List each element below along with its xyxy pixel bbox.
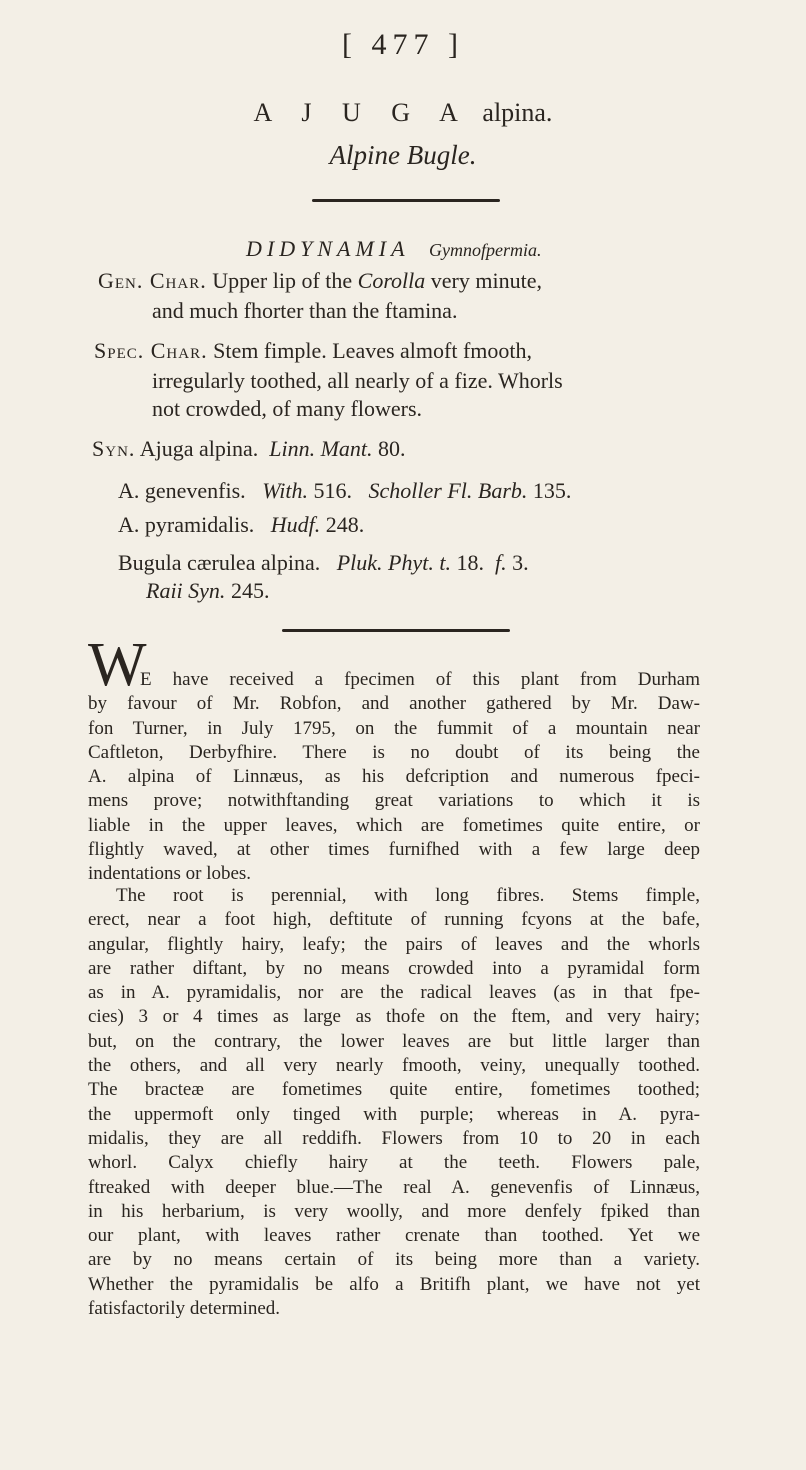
body-line: the uppermoft only tinged with purple; whereas in A. pyra- [88,1103,700,1125]
body-line: Whether the pyramidalis be alfo a Britifh plant, we have not yet [88,1273,700,1295]
syn-num: 18. [456,550,484,575]
syn-num: 516. [313,478,353,503]
body-line: E have received a fpecimen of this plant from Durham [140,669,700,690]
syn-num: 135. [532,478,572,503]
gen-char-text-end: very minute, [425,268,542,293]
body-line: in his herbarium, is very woolly, and more denfely fpiked than [88,1200,700,1222]
synonym-4-cont [146,578,269,604]
page-number: [ 477 ] [342,28,464,61]
body-line: The root is perennial, with long fibres. Stems fimple, [116,885,700,906]
syn-ref: Raii Syn. [146,578,226,603]
genus-name: A J U G A [253,98,470,127]
drop-cap: W [88,631,147,699]
syn-ref: f. [494,550,507,575]
linnaean-class: DIDYNAMIA [246,236,410,261]
linnaean-order: Gymnofpermia. [429,240,542,260]
synonym-3 [118,512,364,538]
body-line: The bracteæ are fometimes quite entire, fometimes toothed; [88,1079,700,1101]
body-line: whorl. Calyx chiefly hairy at the teeth. Flowers pale, [88,1152,700,1174]
body-line: midalis, they are all reddifh. Flowers from 10 to 20 in each [88,1127,700,1149]
body-line: by favour of Mr. Robfon, and another gathered by Mr. Daw- [88,693,700,715]
gen-char-corolla: Corolla [357,268,426,293]
syn-num: 80. [378,436,406,461]
gen-char-line-2: and much fhorter than the ftamina. [152,298,458,323]
body-line: the others, and all very nearly fmooth, veiny, unequally toothed. [88,1055,700,1077]
spec-char-line-1 [94,338,532,364]
body-line: flightly waved, at other times furnifhed with a few large deep [88,839,700,861]
body-line: are by no means certain of its being more than a variety. [88,1249,700,1271]
body-line: erect, near a foot high, deftitute of running fcyons at the bafe, [88,909,700,931]
syn-name: A. genevenfis. [118,478,246,503]
syn-label: Syn. [92,436,136,461]
spec-char-label: Spec. Char. [94,338,208,363]
body-line: angular, flightly hairy, leafy; the pairs of leaves and the whorls [88,933,700,955]
syn-name: A. pyramidalis. [118,512,255,537]
gen-char-line-1 [98,268,542,294]
gen-char-label: Gen. Char. [98,268,207,293]
syn-name: Bugula cærulea alpina. [118,550,321,575]
paragraph-1 [88,668,700,887]
body-line: Caftleton, Derbyfhire. There is no doubt of its being the [88,741,700,763]
body-line: as in A. pyramidalis, nor are the radical leaves (as in that fpe- [88,982,700,1004]
syn-num: 3. [512,550,529,575]
classification [246,236,542,262]
synonym-4 [118,550,529,576]
body-line: fatisfactorily determined. [88,1298,281,1320]
gen-char-text: Upper lip of the [212,268,358,293]
syn-name: Ajuga alpina. [139,436,259,461]
body-line: A. alpina of Linnæus, as his defcription and numerous fpeci- [88,766,700,788]
syn-ref: Linn. Mant. [269,436,373,461]
syn-ref: Scholler Fl. Barb. [368,478,528,503]
body-line: are rather diftant, by no means crowded into a pyramidal form [88,957,700,979]
body-line: mens prove; notwithftanding great variations to which it is [88,790,700,812]
paragraph-2 [88,884,700,1321]
syn-num: 245. [230,578,270,603]
body-line: fon Turner, in July 1795, on the fummit of a mountain near [88,717,700,739]
divider-rule [312,199,500,202]
divider-rule [282,629,510,632]
spec-char-line-2: irregularly toothed, all nearly of a fize. Whorls [152,368,563,393]
body-line: liable in the upper leaves, which are fometimes quite entire, or [88,814,700,836]
syn-num: 248. [325,512,365,537]
syn-ref: With. [262,478,309,503]
spec-char-line-3: not crowded, of many flowers. [152,396,423,421]
body-line: indentations or lobes. [88,863,252,885]
synonym-2 [118,478,571,504]
syn-ref: Pluk. Phyt. t. [336,550,451,575]
species-name: alpina. [482,98,553,127]
body-line: our plant, with leaves rather crenate than toothed. Yet we [88,1225,700,1247]
body-line: cies) 3 or 4 times as large as thofe on the ftem, and very hairy; [88,1006,700,1028]
syn-ref: Hudf. [270,512,321,537]
synonym-1 [92,436,406,462]
spec-char-text: Stem fimple. Leaves almoft fmooth, [213,338,533,363]
common-name: Alpine Bugle. [329,140,477,170]
body-line: ftreaked with deeper blue.—The real A. genevenfis of Linnæus, [88,1176,700,1198]
plant-title [0,98,806,128]
body-line: but, on the contrary, the lower leaves are but little larger than [88,1030,700,1052]
